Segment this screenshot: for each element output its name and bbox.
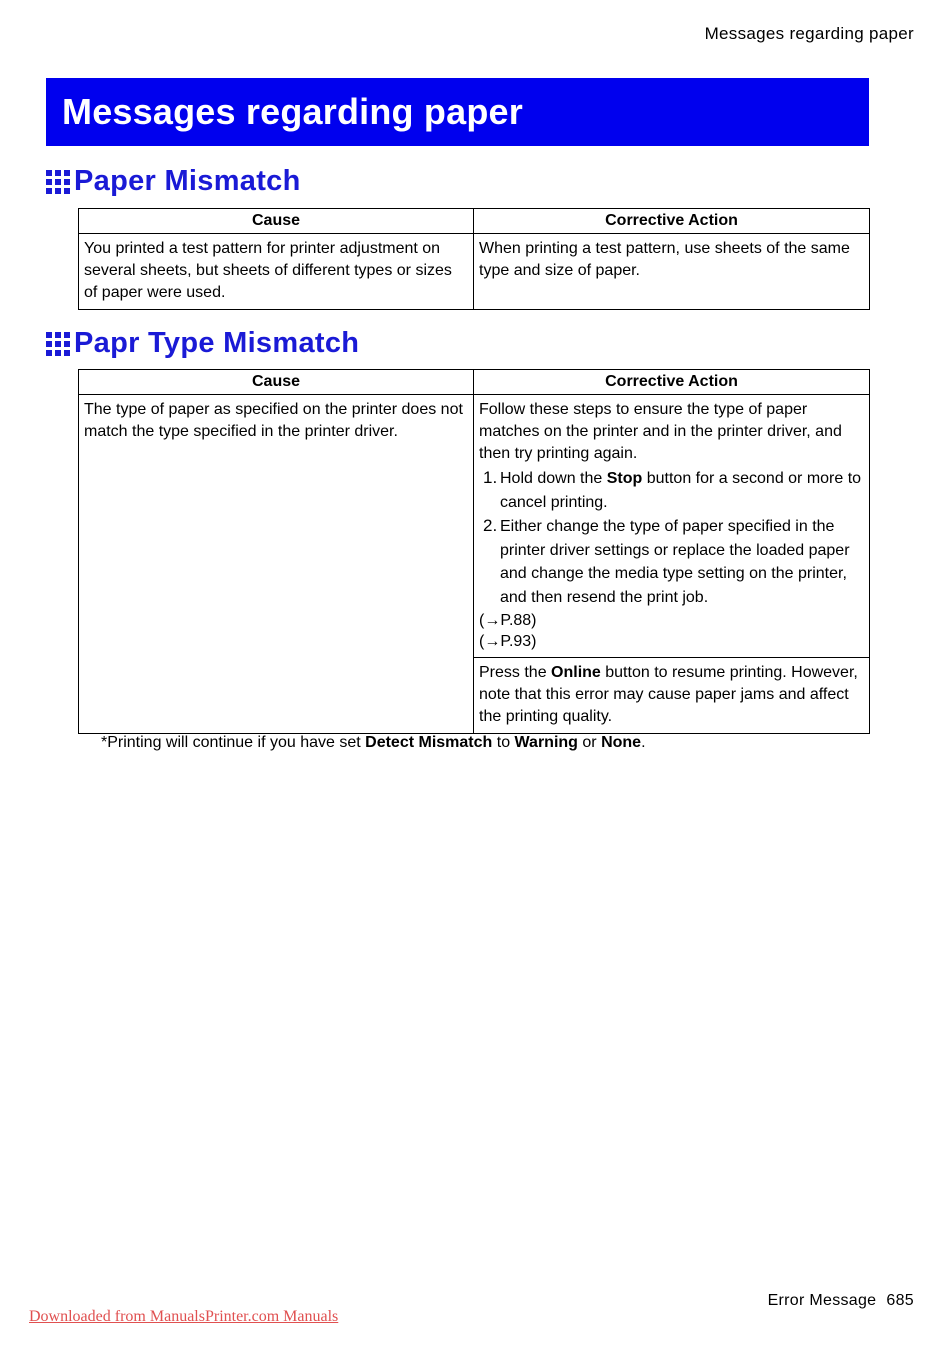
running-header: Messages regarding paper: [704, 24, 914, 43]
table-row: [79, 395, 870, 658]
action-text: Press the: [479, 664, 552, 681]
footer-section: Error Message: [767, 1292, 877, 1309]
footnote-text: to: [492, 734, 515, 751]
page-title: Messages regarding paper: [62, 91, 523, 132]
step-text: Either change the type of paper specified in the printer driver settings or replace the loaded paper and change the media type setting on the printer, and then resend the print job.: [500, 518, 850, 606]
action-cell-steps: [474, 395, 870, 658]
footnote: [101, 734, 646, 752]
stop-button-label: Stop: [606, 470, 643, 487]
grid-icon: [46, 332, 70, 356]
list-item: [479, 467, 864, 514]
footnote-text: *Printing will continue if you have set: [101, 734, 366, 751]
action-intro: Follow these steps to ensure the type of paper matches on the printer and in the printer driver, and then try printing again.: [479, 401, 842, 462]
table-header-row: [79, 209, 870, 234]
list-item: [479, 515, 864, 609]
column-header-cause: Cause: [79, 209, 474, 234]
page-reference[interactable]: (→P.93): [479, 633, 537, 650]
footnote-bold: None: [601, 734, 642, 751]
table-header-row: [79, 370, 870, 395]
cause-cell: The type of paper as specified on the printer does not match the type specified in the printer driver.: [79, 395, 474, 734]
step-text: button for a second or more to cancel printing.: [500, 470, 862, 511]
action-cell: When printing a test pattern, use sheets of the same type and size of paper.: [474, 234, 870, 310]
column-header-action: Corrective Action: [474, 209, 870, 234]
section-heading-paper-mismatch: [46, 165, 301, 198]
step-number: 2.: [483, 516, 498, 535]
section-heading-text: Paper Mismatch: [74, 165, 301, 197]
paper-mismatch-table: [78, 208, 870, 310]
paper-type-mismatch-table: [78, 369, 870, 734]
cause-cell: You printed a test pattern for printer adjustment on several sheets, but sheets of different types or sizes of paper were used.: [79, 234, 474, 310]
footnote-text: or: [577, 734, 602, 751]
page-number: 685: [886, 1292, 914, 1309]
section-heading-text: Papr Type Mismatch: [74, 327, 360, 359]
column-header-cause: Cause: [79, 370, 474, 395]
table-row: [79, 234, 870, 310]
action-cell-resume: [474, 658, 870, 734]
online-button-label: Online: [551, 664, 601, 681]
footnote-bold: Warning: [514, 734, 578, 751]
grid-icon: [46, 170, 70, 194]
column-header-action: Corrective Action: [474, 370, 870, 395]
page-reference[interactable]: (→P.88): [479, 612, 537, 629]
footnote-text: .: [641, 734, 646, 751]
step-number: 1.: [483, 468, 498, 487]
section-heading-paper-type-mismatch: [46, 327, 359, 360]
title-banner: [46, 78, 869, 146]
action-text: button to resume printing. However, note that this error may cause paper jams and affect the printing quality.: [479, 664, 858, 725]
step-text: Hold down the: [500, 470, 607, 487]
steps-list: [479, 467, 864, 609]
download-link[interactable]: Downloaded from ManualsPrinter.com Manuals: [29, 1308, 339, 1325]
footnote-bold: Detect Mismatch: [365, 734, 493, 751]
page-footer: [768, 1292, 914, 1310]
